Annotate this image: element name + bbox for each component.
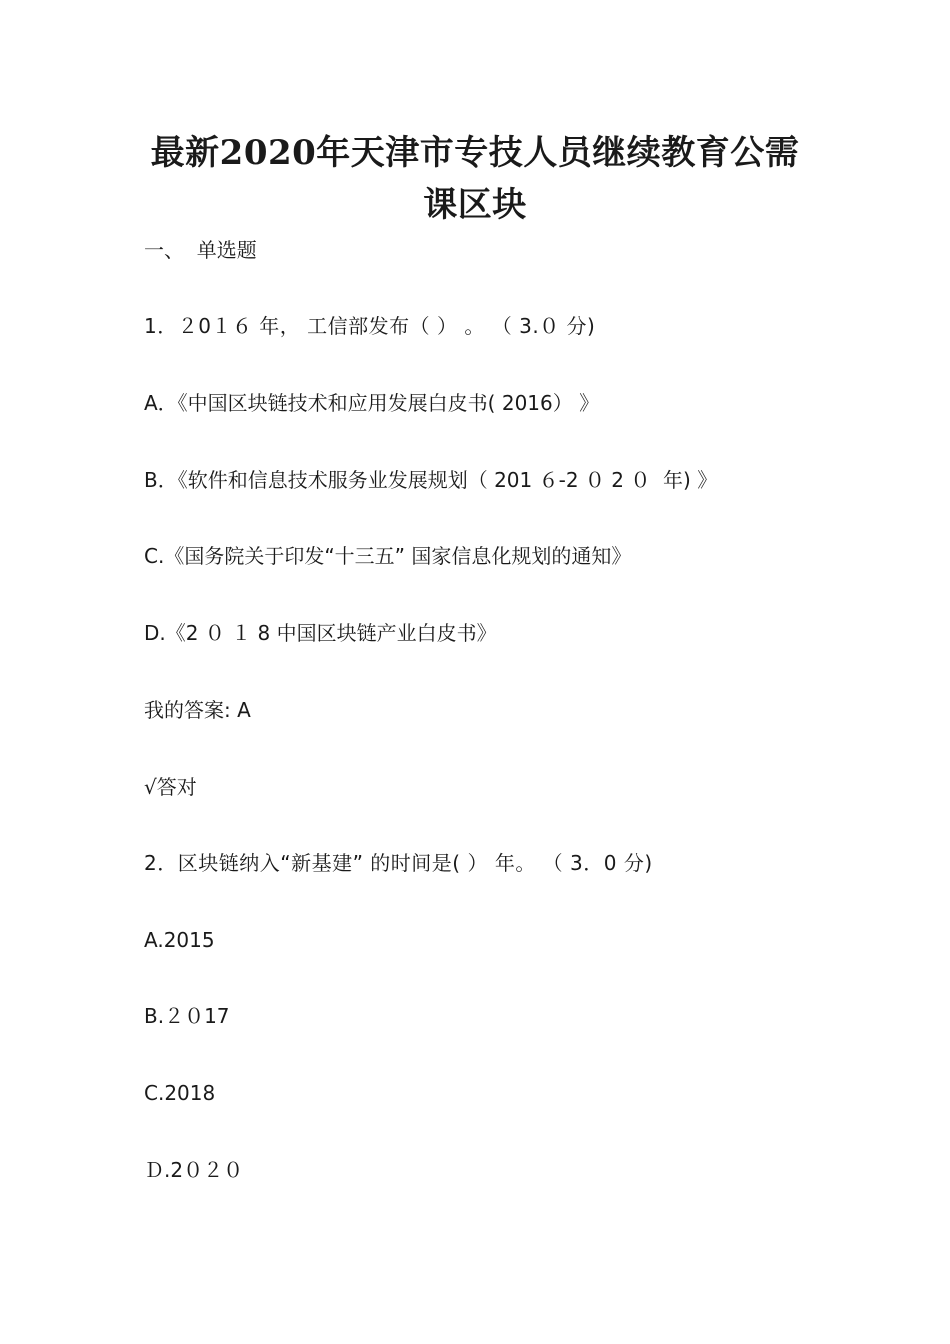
- question-1-option-a: A．《中国区块链技术和应用发展白皮书( 2016） 》: [144, 391, 600, 415]
- question-1-option-b: B．《软件和信息技术服务业发展规划（ 201 ６-2 ０ 2 ０ 年) 》: [144, 468, 718, 492]
- question-2-option-c: C.2018: [144, 1081, 216, 1105]
- section-heading: 一、 单选题: [144, 238, 257, 262]
- question-1-stem: 1．２0１６ 年， 工信部发布（ ） 。 （ 3.０ 分): [144, 314, 596, 338]
- document-title-line-1: 最新2020年天津市专技人员继续教育公需: [150, 133, 800, 173]
- question-1-option-c: C.《国务院关于印发“十三五” 国家信息化规划的通知》: [144, 544, 632, 568]
- question-2-option-a: A.2015: [144, 928, 215, 952]
- question-2-option-b: B.２０17: [144, 1004, 230, 1028]
- question-1-my-answer: 我的答案: A: [144, 698, 251, 722]
- document-title-line-2: 课区块: [423, 185, 527, 225]
- question-1-result: √答对: [144, 775, 197, 799]
- question-1-option-d: D.《2 ０ １ 8 中国区块链产业白皮书》: [144, 621, 497, 645]
- question-2-stem: 2．区块链纳入“新基建” 的时间是( ） 年。 （ 3．0 分): [144, 851, 653, 875]
- question-2-option-d: Ｄ.2０２０: [144, 1158, 244, 1182]
